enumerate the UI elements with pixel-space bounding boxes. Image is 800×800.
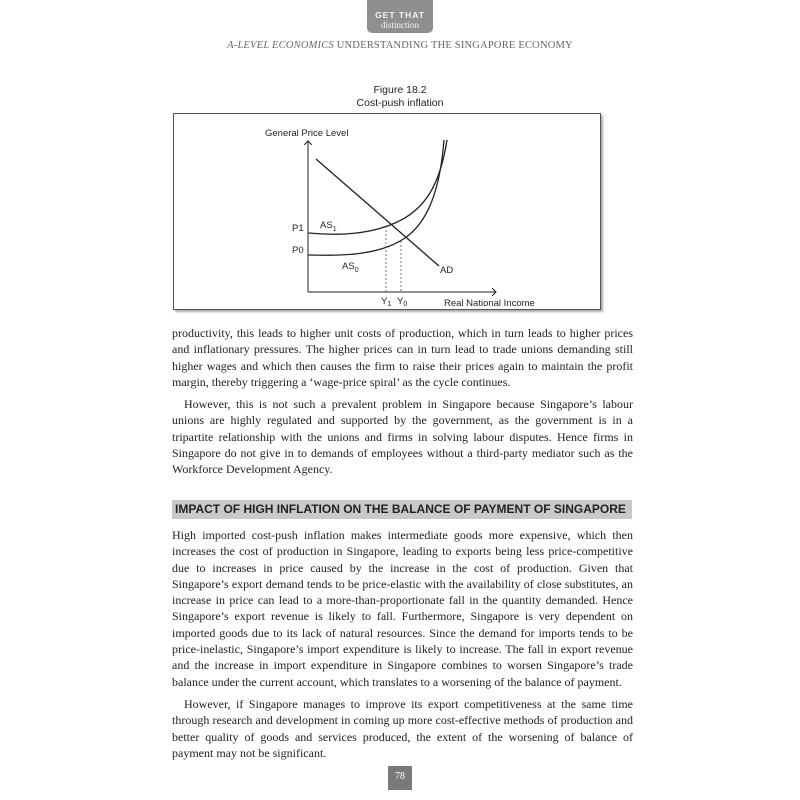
p0-label: P0 (292, 245, 304, 256)
paragraph: However, if Singapore manages to improve its export competitiveness at the same time through research and development in coming up more cost-effective methods of production and better quality of goods and services produced, the extent of the worsening of balance of payment may not be significant. (172, 696, 633, 760)
section-heading: IMPACT OF HIGH INFLATION ON THE BALANCE OF PAYMENT OF SINGAPORE (172, 500, 632, 519)
p1-label: P1 (292, 223, 304, 234)
paragraph: productivity, this leads to higher unit costs of production, which in turn leads to higher prices and inflationary pressures. The higher prices can in turn lead to trade unions demanding still higher wages and which then causes the firm to raise their prices again to maintain the profit margin, thereby triggering a ‘wage-price spiral’ as the cycle continues. (172, 326, 633, 389)
page-number: 78 (388, 766, 412, 790)
as0-curve (308, 140, 444, 255)
y1-label: $Y_1$ (381, 296, 392, 308)
paragraph: However, this is not such a prevalent problem in Singapore because Singapore’s labour unions are highly regulated and supported by the government, as the government is in a tripartite relationship with the unions and firms in solving labour disputes. Hence firms in Singapore do not give in to demands of employees without a third-party mediator such as the Workforce Development Agency. (172, 397, 633, 477)
figure-number: Figure 18.2 (373, 84, 427, 96)
body-text-top (172, 325, 633, 484)
running-header-title: UNDERSTANDING THE SINGAPORE ECONOMY (336, 40, 573, 51)
running-header-series: A-LEVEL ECONOMICS (227, 40, 334, 51)
paragraph: High imported cost-push inflation makes intermediate goods more expensive, which then increases the cost of production in Singapore, leading to exports being less price-competitive due to increases in price caused by the increase in the cost of production. Given that Singapore’s export demand tends to be price-elastic with the availability of close substitutes, an increase in price can lead to a more-than-proportionate fall in the quantity demanded. Hence Singapore’s export revenue is likely to fall. Furthermore, Singapore is very dependent on imported goods due to its lack of natural resources. Since the demand for imports tends to be price-inelastic, Singapore’s import expenditure is likely to increase. The fall in export revenue and the increase in import expenditure in Singapore combines to worsen Singapore’s trade balance under the current account, which translates to a worsening of the balance of payment. (172, 528, 633, 689)
as1-label: $AS_1$ (320, 220, 337, 233)
as0-label: $AS_0$ (342, 261, 359, 274)
figure-caption: Cost-push inflation (356, 97, 444, 109)
badge-line2: distinction (381, 20, 419, 30)
x-axis-label: Real National Income (444, 298, 535, 309)
y-axis-label: General Price Level (265, 128, 349, 139)
body-text-bottom (172, 527, 633, 767)
badge-line1: GET THAT (375, 10, 425, 20)
ad-label: AD (440, 265, 454, 276)
y0-label: $Y_0$ (397, 296, 408, 308)
